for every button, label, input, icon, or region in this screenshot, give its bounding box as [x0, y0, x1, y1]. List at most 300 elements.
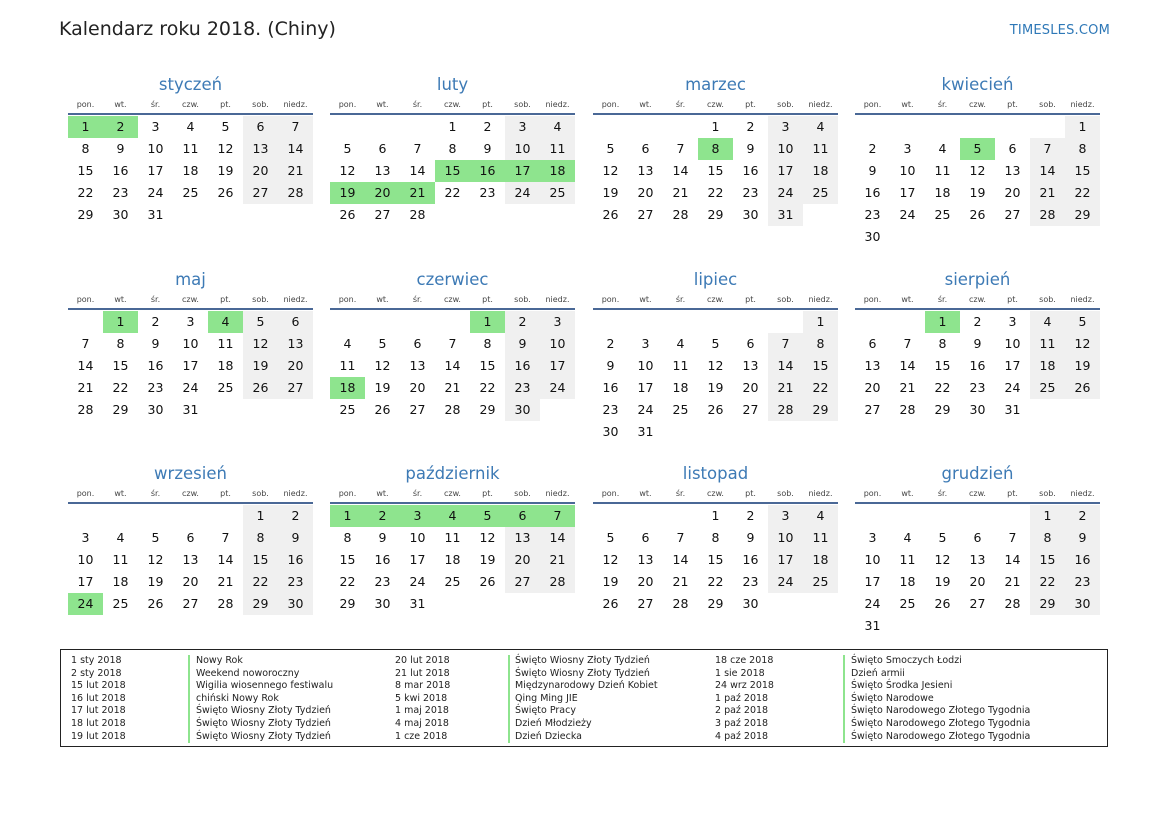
day-cell: 2	[1065, 505, 1100, 527]
weekday-label: wt.	[114, 100, 127, 109]
holiday-date: 3 paź 2018	[715, 717, 769, 729]
weekday-label: wt.	[376, 100, 389, 109]
day-cell: 2	[973, 314, 982, 329]
day-cell: 8	[803, 333, 838, 355]
day-cell: 20	[182, 574, 199, 589]
day-cell: 30	[112, 207, 129, 222]
day-cell: 27	[637, 596, 654, 611]
empty-day	[925, 505, 960, 527]
holiday-name: Dzień Dziecka	[515, 730, 582, 742]
day-cell: 10	[505, 138, 540, 160]
day-cell: 3	[400, 505, 435, 527]
day-cell: 17	[899, 185, 916, 200]
legend-marker	[843, 655, 845, 743]
day-grid	[68, 116, 313, 226]
day-cell: 13	[409, 358, 426, 373]
day-cell: 11	[899, 552, 916, 567]
weekday-label: pon.	[76, 295, 95, 304]
day-cell: 20	[637, 574, 654, 589]
weekday-label: sob.	[514, 100, 531, 109]
weekday-label: pon.	[338, 489, 357, 498]
day-cell: 3	[768, 116, 803, 138]
weekday-label: wt.	[901, 489, 914, 498]
weekday-label: pon.	[601, 295, 620, 304]
day-cell: 8	[483, 336, 492, 351]
day-cell: 27	[505, 571, 540, 593]
day-cell: 5	[151, 530, 160, 545]
day-cell: 10	[147, 141, 164, 156]
day-cell: 23	[505, 377, 540, 399]
day-cell: 20	[864, 380, 881, 395]
day-cell: 5	[606, 530, 615, 545]
weekday-label: niedz.	[808, 489, 833, 498]
month-name: styczeń	[158, 75, 223, 94]
weekday-label: sob.	[252, 295, 269, 304]
weekday-label: niedz.	[545, 295, 570, 304]
weekday-header	[330, 488, 575, 504]
day-cell: 24	[68, 593, 103, 615]
day-cell: 8	[448, 141, 457, 156]
day-cell: 4	[1030, 311, 1065, 333]
weekday-label: niedz.	[1070, 489, 1095, 498]
day-cell: 7	[413, 141, 422, 156]
empty-day	[663, 505, 698, 527]
day-cell: 2	[505, 311, 540, 333]
weekday-label: śr.	[150, 100, 161, 109]
day-cell: 6	[278, 311, 313, 333]
day-cell: 4	[186, 119, 195, 134]
weekday-label: niedz.	[283, 489, 308, 498]
day-grid	[593, 116, 838, 226]
day-cell: 10	[637, 358, 654, 373]
day-cell: 15	[707, 163, 724, 178]
day-cell: 22	[339, 574, 356, 589]
empty-day	[663, 311, 698, 333]
weekday-label: wt.	[376, 489, 389, 498]
weekday-label: sob.	[514, 295, 531, 304]
day-cell: 5	[378, 336, 387, 351]
day-cell: 26	[374, 402, 391, 417]
weekday-label: śr.	[675, 489, 686, 498]
day-cell: 3	[505, 116, 540, 138]
day-cell: 13	[505, 527, 540, 549]
day-cell: 26	[147, 596, 164, 611]
empty-day	[768, 311, 803, 333]
weekday-label: czw.	[444, 489, 461, 498]
holiday-date: 8 mar 2018	[395, 680, 451, 692]
day-cell: 14	[409, 163, 426, 178]
empty-day	[208, 505, 243, 527]
day-cell: 5	[960, 138, 995, 160]
day-cell: 6	[413, 336, 422, 351]
holiday-name: Święto Smoczych Łodzi	[851, 655, 962, 666]
weekday-header	[593, 488, 838, 504]
weekday-label: wt.	[901, 100, 914, 109]
day-cell: 11	[803, 527, 838, 549]
day-cell: 29	[243, 593, 278, 615]
holiday-name: chiński Nowy Rok	[196, 692, 279, 704]
day-cell: 22	[243, 571, 278, 593]
month-name: luty	[436, 75, 469, 94]
weekday-label: śr.	[412, 489, 423, 498]
day-cell: 4	[803, 116, 838, 138]
holiday-date: 4 paź 2018	[715, 730, 769, 742]
month-block	[330, 269, 575, 421]
day-grid	[68, 505, 313, 615]
day-cell: 9	[973, 336, 982, 351]
day-cell: 11	[112, 552, 129, 567]
day-cell: 22	[1065, 182, 1100, 204]
day-cell: 10	[409, 530, 426, 545]
day-cell: 1	[448, 119, 457, 134]
day-grid	[330, 116, 575, 226]
day-cell: 31	[1004, 402, 1021, 417]
day-cell: 16	[602, 380, 619, 395]
day-cell: 3	[903, 141, 912, 156]
day-cell: 25	[803, 182, 838, 204]
day-cell: 1	[243, 505, 278, 527]
day-cell: 27	[243, 182, 278, 204]
day-cell: 30	[147, 402, 164, 417]
weekday-label: czw.	[969, 295, 986, 304]
empty-day	[593, 311, 628, 333]
weekday-label: niedz.	[1070, 295, 1095, 304]
day-cell: 22	[77, 185, 94, 200]
day-cell: 16	[969, 358, 986, 373]
day-cell: 30	[602, 424, 619, 439]
legend-date-column	[715, 655, 774, 743]
empty-day	[365, 311, 400, 333]
holiday-name: Święto Wiosny Złoty Tydzień	[196, 705, 331, 717]
day-cell: 3	[868, 530, 877, 545]
day-cell: 15	[803, 355, 838, 377]
empty-day	[173, 505, 208, 527]
day-cell: 7	[448, 336, 457, 351]
day-cell: 18	[112, 574, 129, 589]
empty-day	[855, 505, 890, 527]
empty-day	[330, 311, 365, 333]
day-cell: 1	[803, 311, 838, 333]
holiday-date: 24 wrz 2018	[715, 680, 774, 692]
day-cell: 19	[969, 185, 986, 200]
holiday-date: 18 lut 2018	[71, 717, 126, 729]
holiday-name: Nowy Rok	[196, 655, 243, 666]
weekday-label: pon.	[601, 489, 620, 498]
day-cell: 6	[186, 530, 195, 545]
day-cell: 14	[672, 552, 689, 567]
weekday-label: wt.	[114, 295, 127, 304]
day-cell: 28	[1004, 596, 1021, 611]
day-cell: 16	[374, 552, 391, 567]
day-cell: 19	[602, 185, 619, 200]
day-cell: 16	[505, 355, 540, 377]
empty-day	[593, 116, 628, 138]
day-cell: 11	[444, 530, 461, 545]
day-cell: 14	[672, 163, 689, 178]
day-cell: 15	[435, 160, 470, 182]
empty-day	[890, 311, 925, 333]
weekday-label: sob.	[777, 100, 794, 109]
holiday-name: Święto Wiosny Złoty Tydzień	[196, 730, 331, 742]
day-cell: 11	[934, 163, 951, 178]
day-cell: 25	[444, 574, 461, 589]
day-cell: 8	[1065, 138, 1100, 160]
day-cell: 18	[1030, 355, 1065, 377]
day-grid	[330, 505, 575, 615]
day-cell: 17	[147, 163, 164, 178]
empty-day	[925, 116, 960, 138]
day-cell: 29	[707, 207, 724, 222]
day-cell: 8	[81, 141, 90, 156]
day-cell: 27	[278, 377, 313, 399]
weekday-label: sob.	[777, 295, 794, 304]
weekday-label: sob.	[777, 489, 794, 498]
day-cell: 15	[339, 552, 356, 567]
weekday-label: pon.	[863, 295, 882, 304]
holiday-date: 21 lut 2018	[395, 667, 450, 679]
day-cell: 21	[1004, 574, 1021, 589]
day-cell: 14	[278, 138, 313, 160]
day-cell: 12	[707, 358, 724, 373]
day-cell: 23	[374, 574, 391, 589]
weekday-label: pt.	[220, 100, 231, 109]
day-cell: 12	[1065, 333, 1100, 355]
month-block	[855, 463, 1100, 637]
day-cell: 19	[1065, 355, 1100, 377]
day-cell: 12	[602, 552, 619, 567]
weekday-label: niedz.	[1070, 100, 1095, 109]
weekday-label: śr.	[937, 489, 948, 498]
holiday-date: 1 paź 2018	[715, 692, 769, 704]
day-cell: 15	[934, 358, 951, 373]
month-block	[593, 74, 838, 226]
day-cell: 2	[868, 141, 877, 156]
day-cell: 29	[112, 402, 129, 417]
weekday-label: sob.	[1039, 489, 1056, 498]
day-cell: 24	[768, 182, 803, 204]
empty-day	[365, 116, 400, 138]
day-cell: 15	[1065, 160, 1100, 182]
day-cell: 22	[803, 377, 838, 399]
day-cell: 11	[339, 358, 356, 373]
day-cell: 2	[746, 119, 755, 134]
empty-day	[698, 311, 733, 333]
day-cell: 28	[278, 182, 313, 204]
day-cell: 13	[969, 552, 986, 567]
legend-name-column	[196, 655, 333, 743]
day-cell: 30	[969, 402, 986, 417]
day-cell: 4	[676, 336, 685, 351]
day-cell: 24	[540, 377, 575, 399]
day-cell: 27	[374, 207, 391, 222]
day-cell: 22	[934, 380, 951, 395]
holiday-date: 5 kwi 2018	[395, 692, 448, 704]
day-cell: 22	[707, 185, 724, 200]
empty-day	[138, 505, 173, 527]
day-cell: 2	[365, 505, 400, 527]
day-cell: 4	[938, 141, 947, 156]
day-cell: 27	[637, 207, 654, 222]
day-cell: 26	[1065, 377, 1100, 399]
day-cell: 17	[505, 160, 540, 182]
page-title: Kalendarz roku 2018. (Chiny)	[59, 18, 336, 40]
day-cell: 23	[742, 185, 759, 200]
day-cell: 16	[742, 163, 759, 178]
legend-marker	[508, 655, 510, 743]
day-cell: 23	[278, 571, 313, 593]
day-cell: 7	[278, 116, 313, 138]
day-cell: 1	[470, 311, 505, 333]
day-cell: 26	[479, 574, 496, 589]
day-cell: 29	[1065, 204, 1100, 226]
day-cell: 16	[1065, 549, 1100, 571]
day-cell: 6	[1008, 141, 1017, 156]
day-cell: 15	[243, 549, 278, 571]
day-cell: 16	[112, 163, 129, 178]
weekday-label: niedz.	[545, 100, 570, 109]
day-cell: 24	[768, 571, 803, 593]
day-cell: 17	[182, 358, 199, 373]
day-cell: 25	[112, 596, 129, 611]
day-cell: 4	[435, 505, 470, 527]
legend-date-column	[71, 655, 126, 743]
day-cell: 18	[217, 358, 234, 373]
holiday-date: 1 sie 2018	[715, 667, 765, 679]
day-cell: 31	[864, 618, 881, 633]
day-cell: 18	[899, 574, 916, 589]
day-cell: 29	[803, 399, 838, 421]
day-cell: 15	[707, 552, 724, 567]
day-cell: 2	[483, 119, 492, 134]
day-cell: 28	[217, 596, 234, 611]
site-link[interactable]: TIMESLES.COM	[1009, 23, 1110, 38]
empty-day	[628, 116, 663, 138]
day-cell: 3	[186, 314, 195, 329]
weekday-label: czw.	[707, 295, 724, 304]
weekday-label: czw.	[444, 100, 461, 109]
day-cell: 3	[641, 336, 650, 351]
day-cell: 23	[742, 574, 759, 589]
day-cell: 23	[864, 207, 881, 222]
day-cell: 27	[182, 596, 199, 611]
day-cell: 20	[409, 380, 426, 395]
day-cell: 15	[479, 358, 496, 373]
day-cell: 28	[672, 207, 689, 222]
day-cell: 26	[339, 207, 356, 222]
day-cell: 13	[243, 138, 278, 160]
day-cell: 24	[147, 185, 164, 200]
holiday-date: 1 maj 2018	[395, 705, 449, 717]
day-cell: 15	[1030, 549, 1065, 571]
day-cell: 5	[243, 311, 278, 333]
day-cell: 3	[151, 119, 160, 134]
month-name: lipiec	[693, 270, 738, 289]
weekday-header	[593, 99, 838, 115]
day-cell: 22	[479, 380, 496, 395]
day-cell: 4	[208, 311, 243, 333]
day-cell: 12	[969, 163, 986, 178]
day-cell: 26	[934, 596, 951, 611]
weekday-label: czw.	[707, 100, 724, 109]
day-cell: 24	[1004, 380, 1021, 395]
day-cell: 18	[934, 185, 951, 200]
empty-day	[890, 116, 925, 138]
day-cell: 24	[899, 207, 916, 222]
holiday-date: 20 lut 2018	[395, 655, 450, 666]
day-cell: 20	[278, 355, 313, 377]
day-cell: 5	[221, 119, 230, 134]
empty-day	[733, 311, 768, 333]
day-cell: 21	[1030, 182, 1065, 204]
day-cell: 25	[1030, 377, 1065, 399]
weekday-label: śr.	[675, 295, 686, 304]
weekday-label: sob.	[1039, 100, 1056, 109]
day-cell: 20	[969, 574, 986, 589]
weekday-label: wt.	[114, 489, 127, 498]
day-cell: 11	[672, 358, 689, 373]
holiday-date: 2 paź 2018	[715, 705, 769, 717]
day-cell: 31	[409, 596, 426, 611]
holiday-date: 2 sty 2018	[71, 667, 122, 679]
day-cell: 14	[899, 358, 916, 373]
holiday-name: Wigilia wiosennego festiwalu	[196, 680, 334, 692]
weekday-label: pt.	[220, 489, 231, 498]
month-name: październik	[405, 464, 500, 483]
weekday-label: pon.	[338, 295, 357, 304]
day-cell: 19	[479, 552, 496, 567]
day-cell: 9	[606, 358, 615, 373]
holiday-date: 1 sty 2018	[71, 655, 122, 666]
day-cell: 1	[711, 119, 720, 134]
weekday-label: wt.	[901, 295, 914, 304]
day-cell: 8	[116, 336, 125, 351]
day-cell: 9	[1065, 527, 1100, 549]
day-cell: 9	[868, 163, 877, 178]
weekday-header	[330, 294, 575, 310]
day-cell: 13	[374, 163, 391, 178]
day-cell: 25	[540, 182, 575, 204]
day-cell: 17	[637, 380, 654, 395]
day-cell: 4	[116, 530, 125, 545]
empty-day	[435, 311, 470, 333]
day-cell: 4	[343, 336, 352, 351]
day-cell: 2	[278, 505, 313, 527]
day-cell: 9	[746, 530, 755, 545]
empty-day	[995, 116, 1030, 138]
holiday-name: Święto Środka Jesieni	[851, 680, 953, 692]
weekday-label: śr.	[675, 100, 686, 109]
holiday-name: Święto Wiosny Złoty Tydzień	[515, 655, 650, 666]
month-block	[330, 463, 575, 615]
empty-day	[593, 505, 628, 527]
weekday-label: śr.	[937, 100, 948, 109]
day-cell: 13	[742, 358, 759, 373]
day-cell: 7	[1030, 138, 1065, 160]
day-cell: 24	[864, 596, 881, 611]
empty-day	[890, 505, 925, 527]
day-cell: 13	[637, 163, 654, 178]
day-cell: 6	[243, 116, 278, 138]
day-cell: 3	[81, 530, 90, 545]
day-cell: 16	[278, 549, 313, 571]
day-cell: 27	[969, 596, 986, 611]
day-cell: 19	[217, 163, 234, 178]
holiday-legend	[60, 649, 1108, 747]
day-cell: 10	[768, 138, 803, 160]
day-cell: 7	[221, 530, 230, 545]
weekday-label: czw.	[444, 295, 461, 304]
month-name: maj	[175, 270, 206, 289]
